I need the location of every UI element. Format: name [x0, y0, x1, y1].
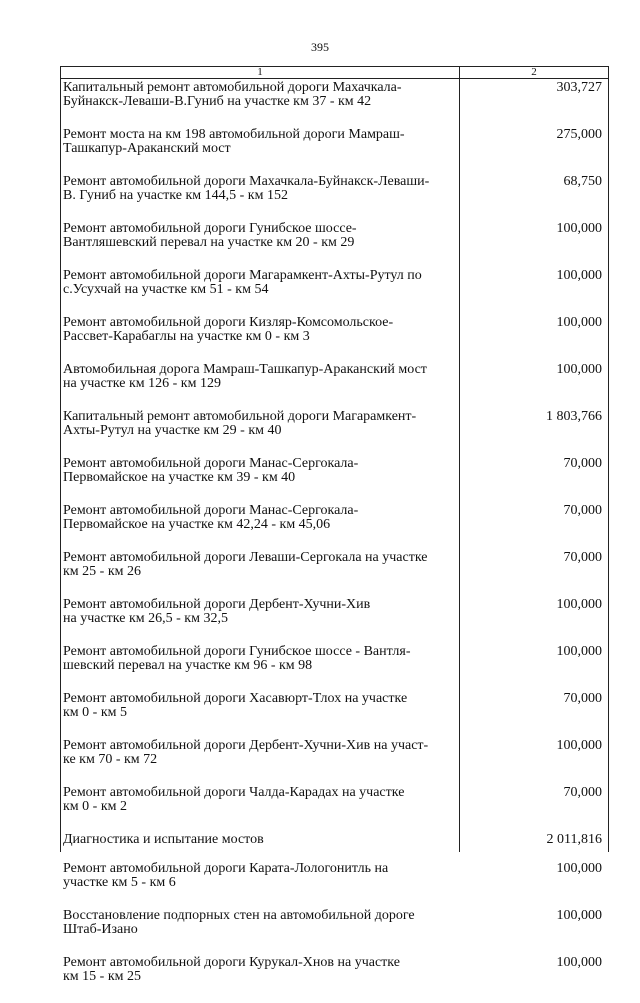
row-amount: 2 011,816 [546, 832, 602, 847]
table-row [61, 410, 608, 438]
row-description: Диагностика и испытание мостов [63, 832, 264, 847]
table-row [61, 222, 608, 250]
row-description: Капитальный ремонт автомобильной дороги Махачкала- Буйнакск-Леваши-В.Гуниб на участке км 37 - км 42 [63, 80, 402, 109]
row-description: Ремонт автомобильной дороги Дербент-Хучни-Хив на участ- ке км 70 - км 72 [63, 738, 429, 767]
row-amount: 68,750 [563, 174, 602, 189]
row-amount: 100,000 [556, 221, 602, 236]
row-amount: 100,000 [556, 268, 602, 283]
header-col-2: 2 [531, 66, 537, 78]
row-amount: 275,000 [556, 127, 602, 142]
table-row [61, 862, 608, 890]
table-row [61, 128, 608, 156]
table-header [61, 66, 608, 79]
row-amount: 100,000 [556, 955, 602, 970]
row-amount: 100,000 [556, 597, 602, 612]
table-row [61, 645, 608, 673]
row-description: Ремонт автомобильной дороги Гунибское шоссе - Вантля- шевский перевал на участке км 96 - км 98 [63, 644, 411, 673]
table-row [61, 81, 608, 109]
table-row [61, 692, 608, 720]
row-description: Ремонт автомобильной дороги Кизляр-Комсомольское- Рассвет-Карабаглы на участке км 0 - км 3 [63, 315, 394, 344]
row-amount: 100,000 [556, 315, 602, 330]
row-description: Ремонт автомобильной дороги Чалда-Карадах на участке км 0 - км 2 [63, 785, 405, 814]
table-row [61, 909, 608, 937]
table-row [61, 598, 608, 626]
row-description: Ремонт автомобильной дороги Гунибское шоссе- Вантляшевский перевал на участке км 20 - км 29 [63, 221, 357, 250]
row-amount: 70,000 [563, 456, 602, 471]
table-row [61, 551, 608, 579]
budget-table [60, 66, 609, 984]
row-description: Ремонт автомобильной дороги Курукал-Хнов на участке км 15 - км 25 [63, 955, 400, 984]
row-amount: 100,000 [556, 861, 602, 876]
table-body [61, 81, 608, 1003]
row-description: Ремонт автомобильной дороги Манас-Сергокала- Первомайское на участке км 39 - км 40 [63, 456, 359, 485]
header-col-1: 1 [61, 67, 460, 78]
row-amount: 100,000 [556, 908, 602, 923]
row-description: Ремонт автомобильной дороги Хасавюрт-Тлох на участке км 0 - км 5 [63, 691, 408, 720]
row-amount: 100,000 [556, 362, 602, 377]
row-description: Ремонт моста на км 198 автомобильной дороги Мамраш- Ташкапур-Араканский мост [63, 127, 405, 156]
row-description: Ремонт автомобильной дороги Махачкала-Буйнакск-Леваши- В. Гуниб на участке км 144,5 - км 152 [63, 174, 430, 203]
row-description: Восстановление подпорных стен на автомобильной дороге Штаб-Изано [63, 908, 415, 937]
table-row [61, 956, 608, 984]
row-description: Ремонт автомобильной дороги Манас-Сергокала- Первомайское на участке км 42,24 - км 45,06 [63, 503, 359, 532]
row-description: Капитальный ремонт автомобильной дороги Магарамкент- Ахты-Рутул на участке км 29 - км 40 [63, 409, 417, 438]
page-number: 395 [311, 40, 329, 54]
row-description: Ремонт автомобильной дороги Магарамкент-Ахты-Рутул по с.Усухчай на участке км 51 - км 54 [63, 268, 422, 297]
table-row [61, 175, 608, 203]
row-amount: 1 803,766 [546, 409, 602, 424]
row-amount: 70,000 [563, 785, 602, 800]
table-row [61, 316, 608, 344]
row-description: Автомобильная дорога Мамраш-Ташкапур-Араканский мост на участке км 126 - км 129 [63, 362, 427, 391]
table-row [61, 269, 608, 297]
row-description: Ремонт автомобильной дороги Карата-Лологонитль на участке км 5 - км 6 [63, 861, 389, 890]
row-amount: 303,727 [556, 80, 602, 95]
row-amount: 70,000 [563, 550, 602, 565]
row-amount: 70,000 [563, 503, 602, 518]
table-row [61, 504, 608, 532]
table-row [61, 363, 608, 391]
row-amount: 100,000 [556, 644, 602, 659]
table-row [61, 833, 608, 847]
row-description: Ремонт автомобильной дороги Леваши-Сергокала на участке км 25 - км 26 [63, 550, 428, 579]
table-row [61, 786, 608, 814]
row-description: Ремонт автомобильной дороги Дербент-Хучни-Хив на участке км 26,5 - км 32,5 [63, 597, 371, 626]
table-row [61, 457, 608, 485]
table-row [61, 739, 608, 767]
row-amount: 70,000 [563, 691, 602, 706]
row-amount: 100,000 [556, 738, 602, 753]
